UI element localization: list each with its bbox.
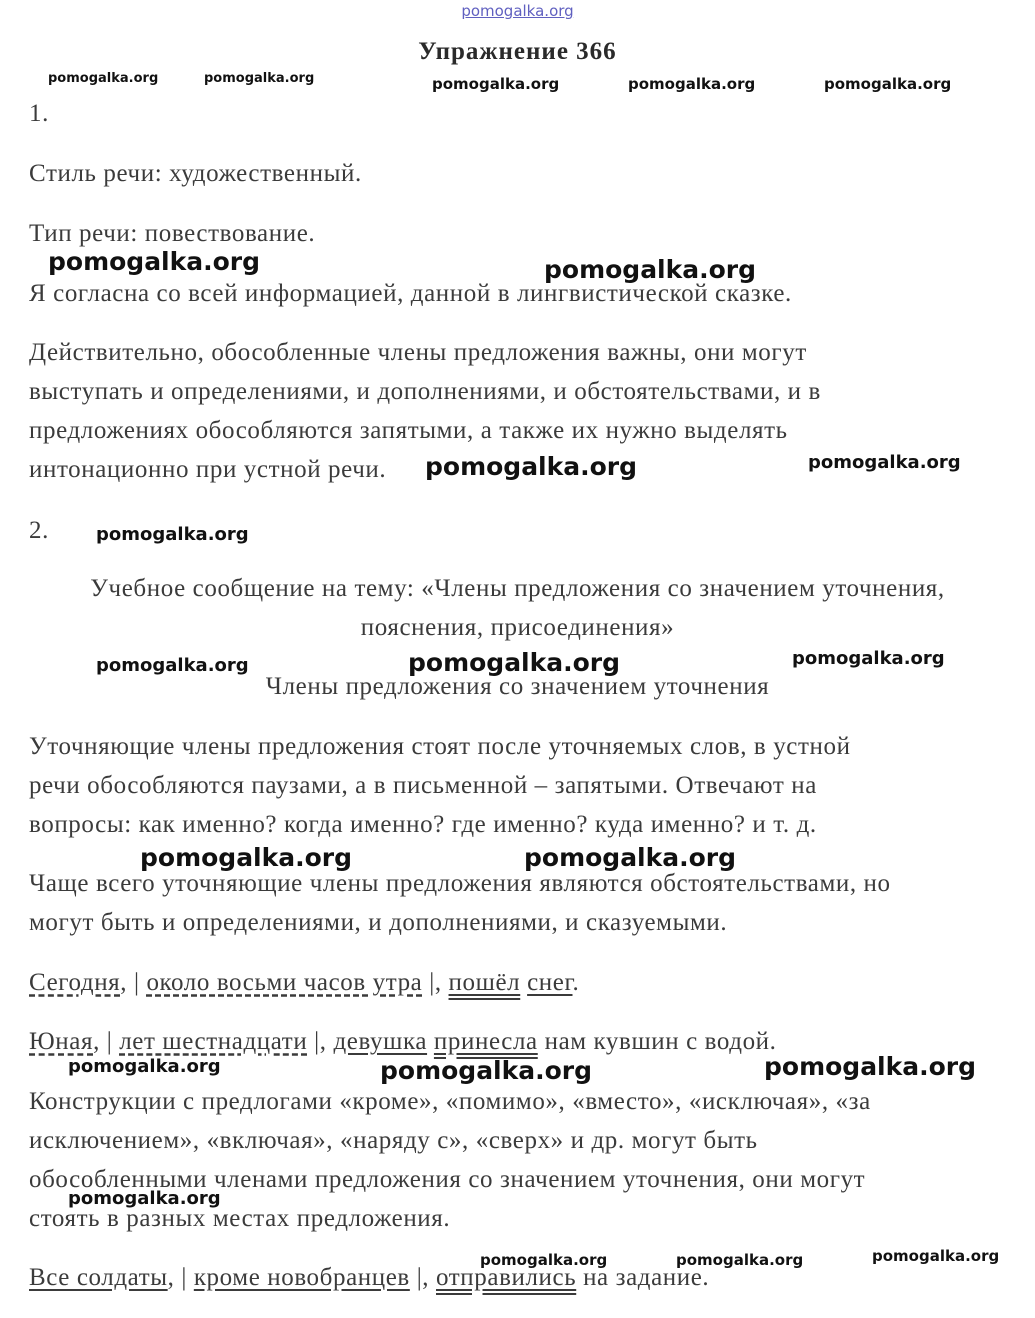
watermark: pomogalka.org	[68, 1188, 221, 1209]
watermark: pomogalka.org	[425, 452, 638, 481]
watermark: pomogalka.org	[96, 524, 249, 545]
watermark: pomogalka.org	[628, 75, 756, 93]
example-1-circumstance: Сегодня	[29, 969, 121, 996]
watermark: pomogalka.org	[48, 247, 261, 276]
page-title: Упражнение 366	[418, 38, 617, 65]
paragraph-4-line-3: обособленными членами предложения со значением уточнения, они могут	[29, 1166, 866, 1193]
example-sentence-3	[29, 1263, 709, 1293]
example-3-subject: Все солдаты	[29, 1264, 168, 1291]
example-3-punct-1: , |	[167, 1264, 194, 1291]
paragraph-4-line-4: стоять в разных местах предложения.	[29, 1205, 451, 1232]
paragraph-1-line-3: предложениях обособляются запятыми, а также их нужно выделять	[29, 417, 788, 444]
example-3-clarifying-member: кроме новобранцев	[193, 1264, 410, 1291]
watermark: pomogalka.org	[68, 1056, 221, 1077]
watermark: pomogalka.org	[480, 1251, 608, 1269]
example-2-space	[427, 1028, 434, 1055]
example-2-punct-1: , |	[93, 1028, 120, 1055]
watermark: pomogalka.org	[380, 1056, 593, 1085]
paragraph-2-line-2: речи обособляются паузами, а в письменной – запятыми. Отвечают на	[29, 772, 817, 799]
example-2-attribute: Юная	[29, 1028, 94, 1055]
paragraph-4-line-2: исключением», «включая», «наряду с», «сверх» и др. могут быть	[29, 1127, 758, 1154]
watermark: pomogalka.org	[676, 1251, 804, 1269]
watermark: pomogalka.org	[140, 843, 353, 872]
example-sentence-2	[29, 1027, 777, 1057]
watermark: pomogalka.org	[544, 255, 757, 284]
example-sentence-1	[29, 968, 579, 998]
watermark: pomogalka.org	[408, 648, 621, 677]
paragraph-1-line-1: Действительно, обособленные члены предложения важны, они могут	[29, 339, 807, 366]
paragraph-3-line-1: Чаще всего уточняющие члены предложения являются обстоятельствами, но	[29, 870, 891, 897]
site-link-top[interactable]: pomogalka.org	[461, 2, 574, 20]
paragraph-2-line-3: вопросы: как именно? когда именно? где именно? куда именно? и т. д.	[29, 811, 817, 838]
paragraph-4-line-1: Конструкции с предлогами «кроме», «помимо», «вместо», «исключая», «за	[29, 1088, 871, 1115]
watermark: pomogalka.org	[808, 452, 961, 473]
example-1-predicate: пошёл	[448, 969, 521, 996]
example-3-punct-2: |,	[409, 1264, 436, 1291]
example-2-punct-2: |,	[307, 1028, 334, 1055]
agreement-line: Я согласна со всей информацией, данной в лингвистической сказке.	[29, 280, 792, 307]
watermark: pomogalka.org	[872, 1247, 1000, 1265]
example-3-rest: на задание.	[576, 1264, 710, 1291]
watermark: pomogalka.org	[96, 655, 249, 676]
paragraph-2-line-1: Уточняющие члены предложения стоят после уточняемых слов, в устной	[29, 733, 851, 760]
example-2-predicate: принесла	[433, 1028, 538, 1055]
watermark: pomogalka.org	[48, 71, 159, 86]
section-number-2: 2.	[29, 517, 49, 544]
topic-line-2: пояснения, присоединения»	[360, 614, 675, 641]
paragraph-1-line-4: интонационно при устной речи.	[29, 456, 387, 483]
section-subtitle: Члены предложения со значением уточнения	[265, 673, 770, 700]
paragraph-3-line-2: могут быть и определениями, и дополнениями, и сказуемыми.	[29, 909, 728, 936]
example-2-rest: нам кувшин с водой.	[537, 1028, 777, 1055]
watermark: pomogalka.org	[432, 75, 560, 93]
example-2-clarifying-member: лет шестнадцати	[119, 1028, 308, 1055]
watermark: pomogalka.org	[204, 71, 315, 86]
speech-style: Стиль речи: художественный.	[29, 160, 362, 187]
watermark: pomogalka.org	[792, 648, 945, 669]
example-2-subject: девушка	[333, 1028, 428, 1055]
speech-type: Тип речи: повествование.	[29, 220, 316, 247]
watermark: pomogalka.org	[524, 843, 737, 872]
watermark: pomogalka.org	[824, 75, 952, 93]
paragraph-1-line-2: выступать и определениями, и дополнениями, и обстоятельствами, и в	[29, 378, 821, 405]
watermark: pomogalka.org	[764, 1052, 977, 1081]
example-1-clarifying-member: около восьми часов утра	[146, 969, 423, 996]
example-1-subject: снег	[527, 969, 573, 996]
example-1-end: .	[572, 969, 580, 996]
example-3-predicate: отправились	[436, 1264, 577, 1291]
example-1-punct-2: |,	[422, 969, 449, 996]
topic-line-1: Учебное сообщение на тему: «Члены предложения со значением уточнения,	[90, 575, 945, 602]
section-number-1: 1.	[29, 100, 49, 127]
example-1-punct-1: , |	[120, 969, 147, 996]
